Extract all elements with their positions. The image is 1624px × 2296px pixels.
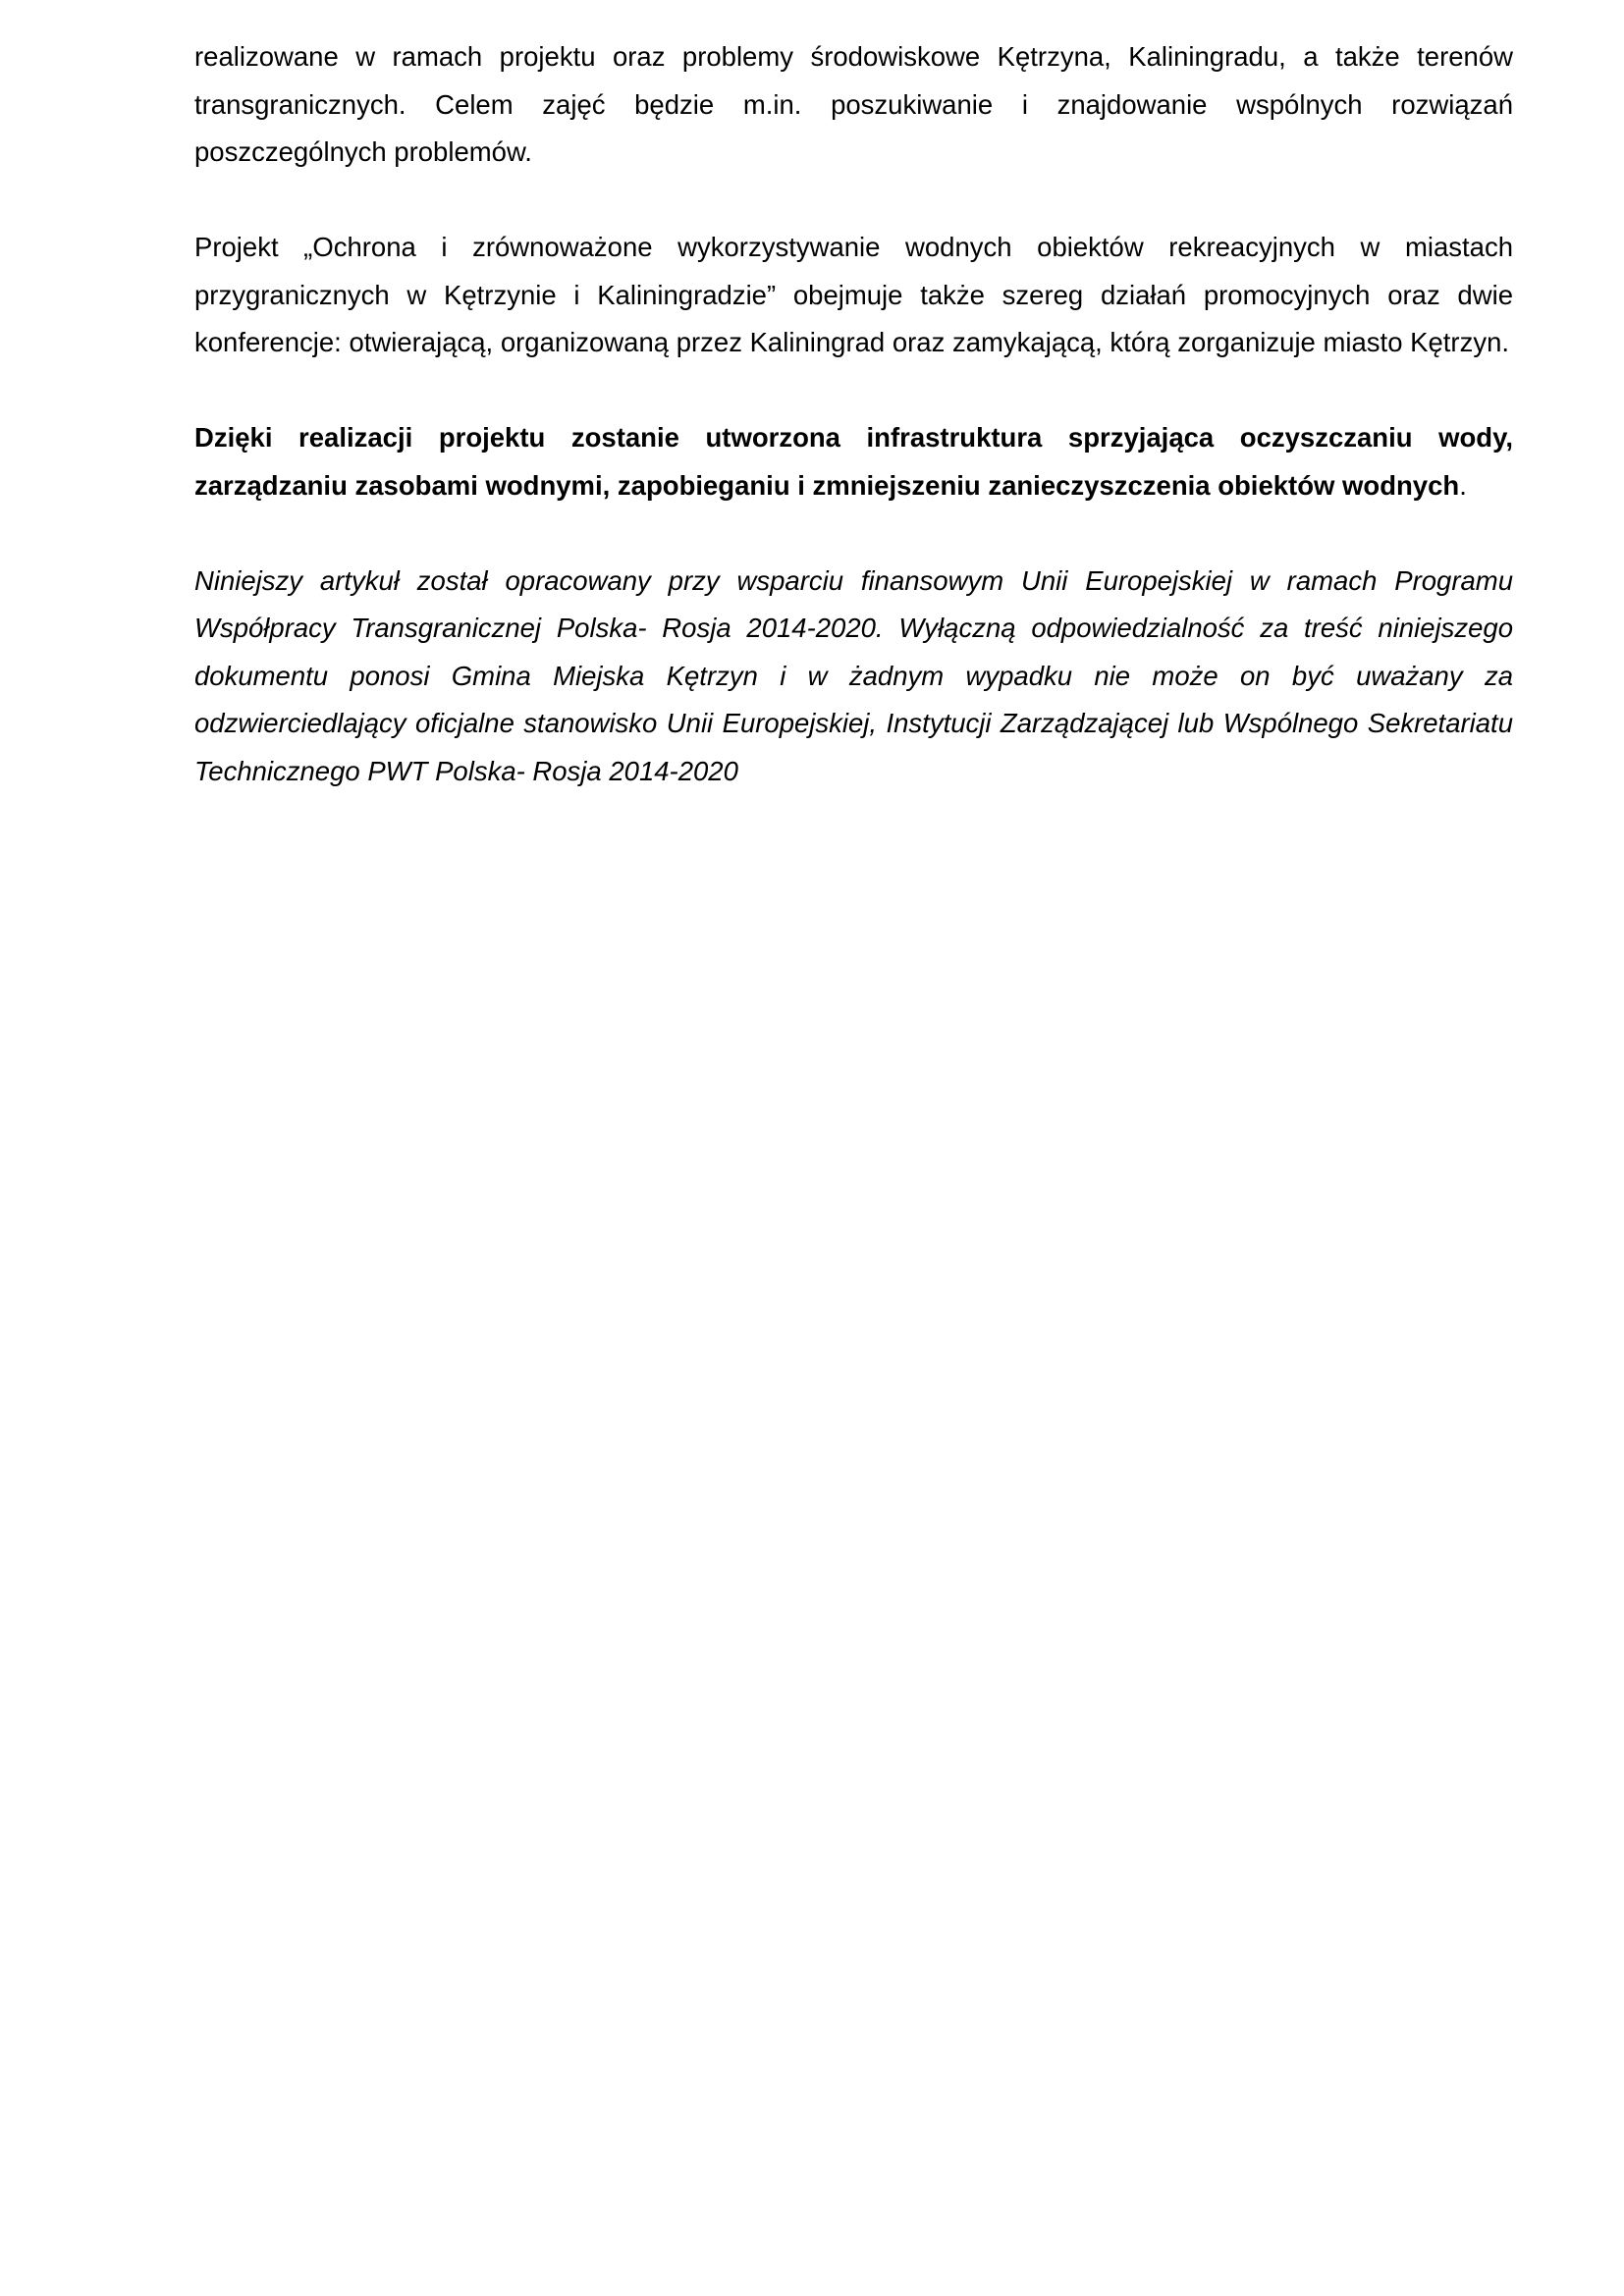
paragraph-project-outcome-trailing: . bbox=[1459, 469, 1467, 501]
document-body bbox=[194, 33, 1513, 843]
paragraph-project-description: Projekt „Ochrona i zrównoważone wykorzystywanie wodnych obiektów rekreacyjnych w miastach przygranicznych w Kętrzynie i Kaliningradzie” obejmuje także szereg działań promocyjnych oraz dwie konferencje: otwierającą, organizowaną przez Kaliningrad oraz zamykającą, którą zorganizuje miasto Kętrzyn. bbox=[194, 232, 1513, 357]
paragraph-eu-disclaimer: Niniejszy artykuł został opracowany przy wsparciu finansowym Unii Europejskiej w ramach Programu Współpracy Transgranicznej Polska- Rosja 2014-2020. Wyłączną odpowiedzialność za treść niniejszego dokumentu ponosi Gmina Miejska Kętrzyn i w żadnym wypadku nie może on być uważany za odzwierciedlający oficjalne stanowisko Unii Europejskiej, Instytucji Zarządzającej lub Wspólnego Sekretariatu Technicznego PWT Polska- Rosja 2014-2020 bbox=[194, 564, 1513, 786]
paragraph-workshops: realizowane w ramach projektu oraz problemy środowiskowe Kętrzyna, Kaliningradu, a także terenów transgranicznych. Celem zajęć będzie m.in. poszukiwanie i znajdowanie wspólnych rozwiązań poszczególnych problemów. bbox=[194, 41, 1513, 167]
paragraph-project-outcome bbox=[194, 414, 1513, 509]
paragraph-project-outcome-bold: Dzięki realizacji projektu zostanie utworzona infrastruktura sprzyjająca oczyszczaniu wody, zarządzaniu zasobami wodnymi, zapobieganiu i zmniejszeniu zanieczyszczenia obiektów wodnych bbox=[194, 422, 1513, 501]
